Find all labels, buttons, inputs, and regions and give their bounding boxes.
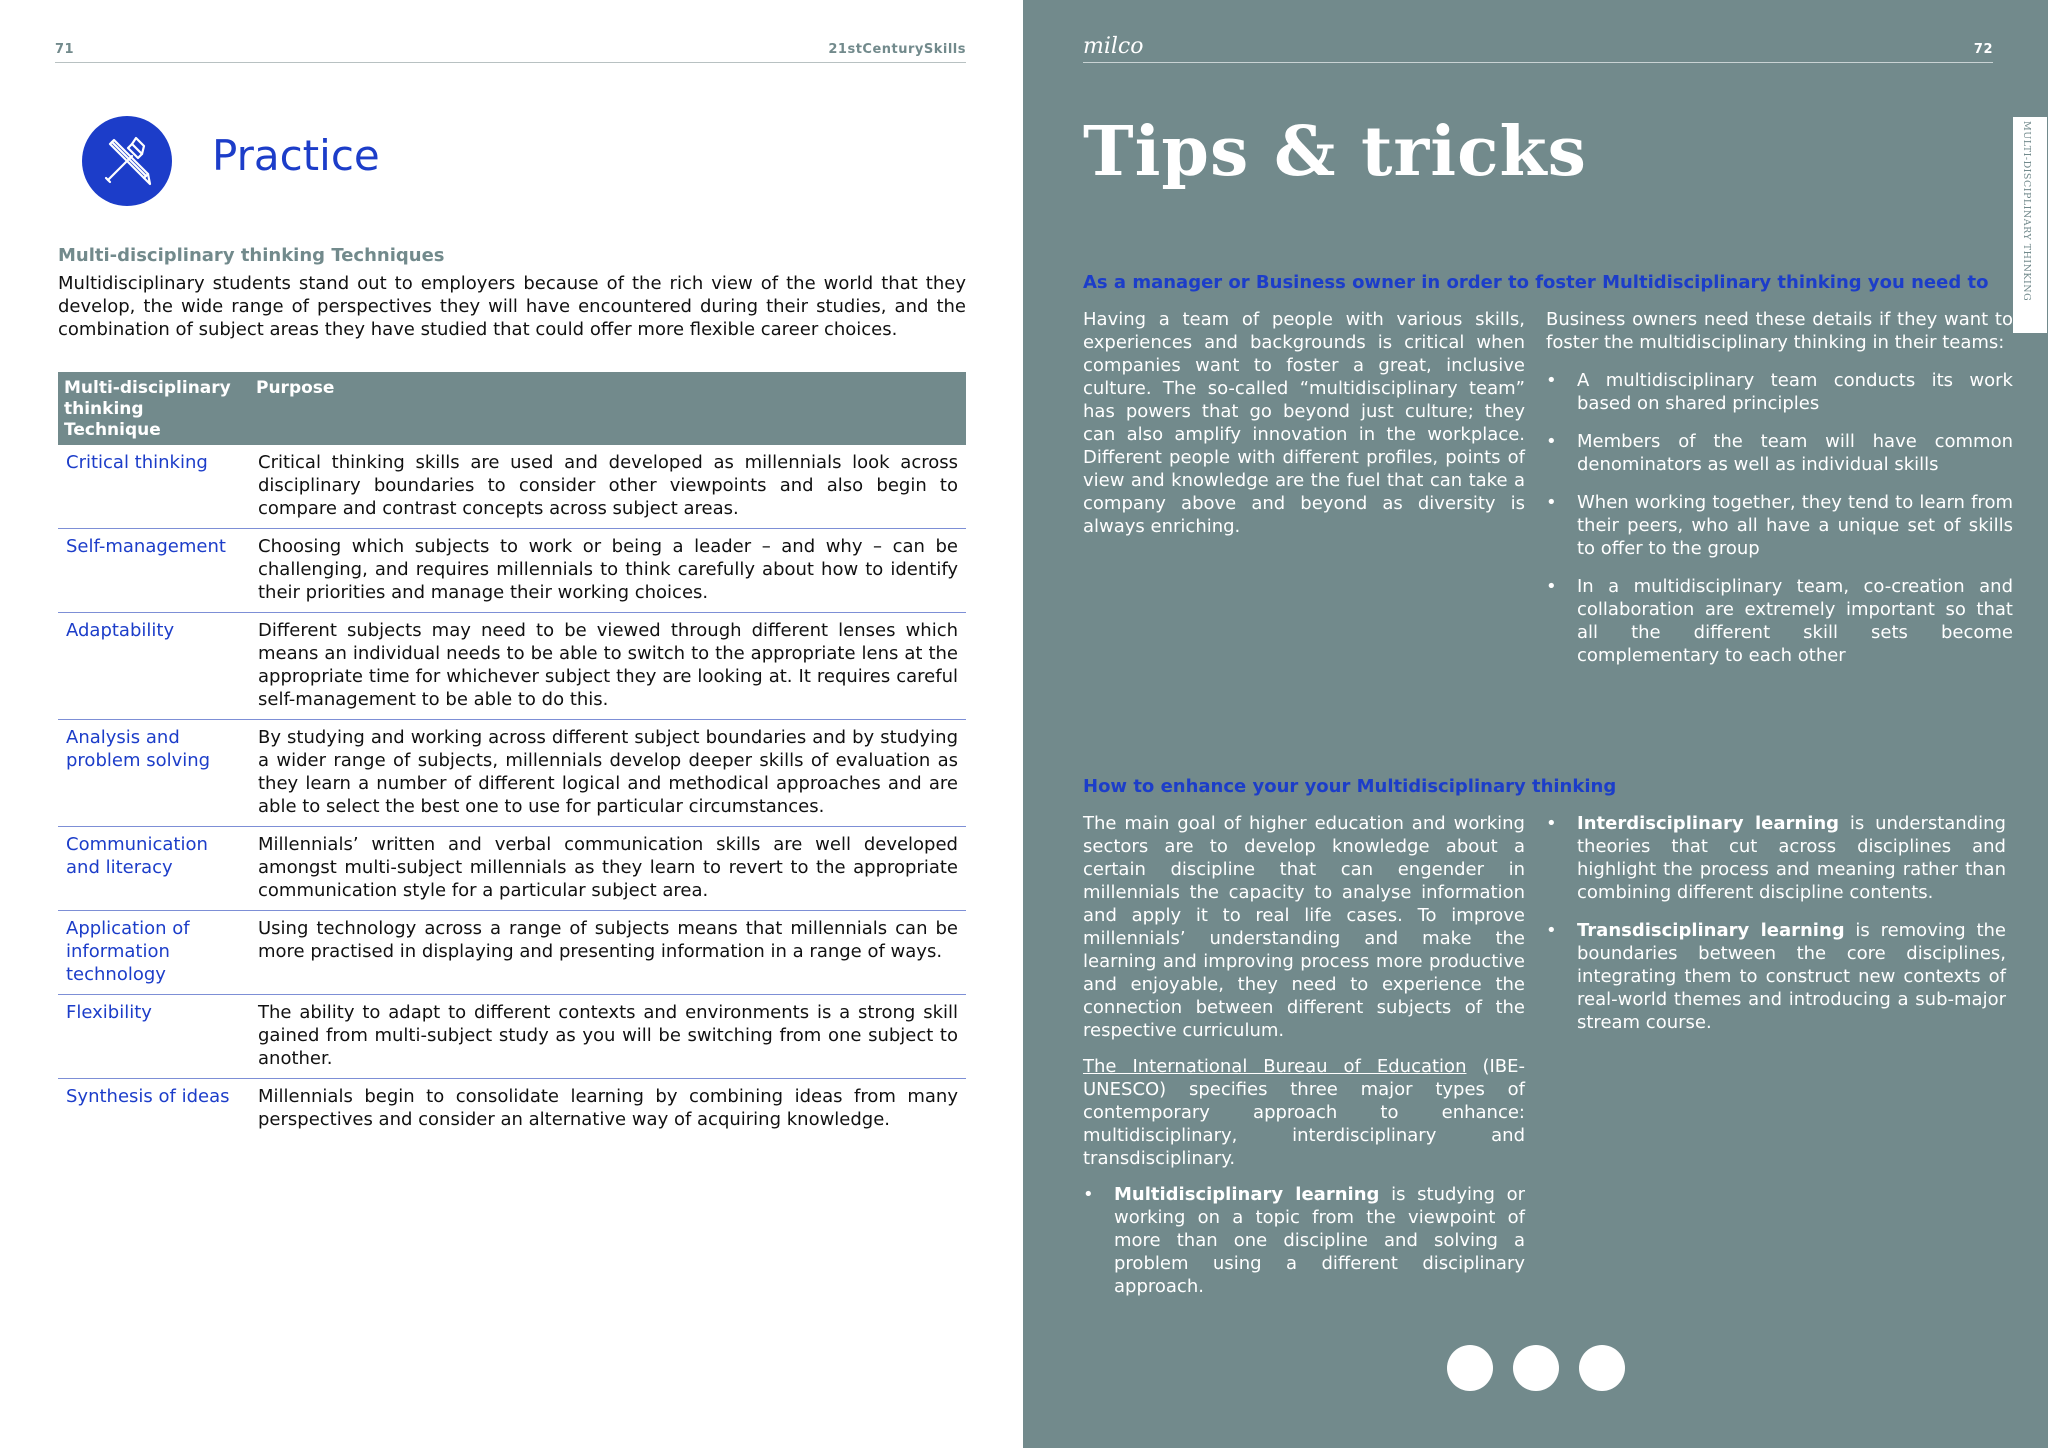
page-number-left: 71 [55,42,75,57]
table-row [58,827,966,911]
right-page [1023,0,2048,1448]
technique-name: Communication and literacy [58,827,250,911]
logo-text: milco [1083,34,1144,59]
intro-paragraph: Multidisciplinary students stand out to employers because of the rich view of the world that they develop, the wide range of perspectives they will have encountered during their studies, and the combination of subject areas they have studied that could offer more flexible career choices. [58,273,966,340]
manager-paragraph: Having a team of people with various skills, experiences and backgrounds is critical when companies want to foster a great, inclusive culture. The so-called “multidisciplinary team” has powers that go beyond just culture; they can also amplify innovation in the workplace. Different people with different profiles, points of view and knowledge are the fuel that can take a company above and beyond as diversity is always enriching. [1083,309,1525,537]
manager-left-column [1083,308,1525,551]
page-number-right: 72 [1973,42,1993,57]
ibe-link[interactable]: The International Bureau of Education [1083,1056,1467,1077]
bullet-glyph: • [1546,492,1557,513]
technique-name: Self-management [58,529,250,613]
table-row [58,1079,966,1140]
technique-name: Synthesis of ideas [66,1086,230,1107]
table-header-purpose: Purpose [250,372,966,445]
header-rule [55,62,966,63]
list-item: • Multidisciplinary learning is studying or working on a topic from the viewpoint of more than one discipline and solving a problem using a different disciplinary approach. [1083,1184,1525,1297]
enhance-paragraph: The main goal of higher education and working sectors are to develop knowledge about a certain discipline that can engender in millennials the capacity to analyse information and apply it to real life cases. To improve millennials’ understanding and make the learning and improving process more productive and enjoyable, they need to experience the connection between different subjects of the respective curriculum. [1083,813,1525,1041]
table-header-technique: Multi-disciplinary thinking Technique [58,372,250,445]
list-item: • Transdisciplinary learning is removing the boundaries between the core disciplines, integrating them to construct new contexts of real-world themes and introducing a sub-major stream course. [1546,920,2006,1033]
nav-dot-3[interactable] [1579,1345,1625,1391]
list-item: • In a multidisciplinary team, co-creation and collaboration are extremely important so that all the different skill sets become complementary to each other [1546,576,2013,666]
bullet-glyph: • [1546,920,1557,941]
bullet-glyph: • [1546,813,1557,834]
list-item: • When working together, they tend to learn from their peers, who all have a unique set of skills to offer to the group [1546,492,2013,559]
enhance-right-column [1546,812,2006,1049]
series-label: 21stCenturySkills [828,42,966,57]
section-side-tab [2013,117,2047,333]
table-row [58,911,966,995]
page-title: Tips & tricks [1083,112,1587,192]
technique-name: Critical thinking [58,445,250,529]
section-heading-enhance: How to enhance your your Multidisciplinary thinking [1083,776,1617,797]
enhance-left-list [1083,1183,1525,1298]
manager-bullet-list [1546,369,2013,667]
table-row [58,995,966,1079]
technique-purpose: Different subjects may need to be viewed through different lenses which means an individual needs to be able to switch to the appropriate lens at the appropriate time for whichever subject they are looking at. It requires careful self-management to be able to do this. [250,613,966,720]
technique-purpose: Millennials’ written and verbal communication skills are well developed amongst multi-subject millennials as they learn to revert to the appropriate communication style for a particular subject area. [250,827,966,911]
table-row [58,613,966,720]
page-title: Practice [212,131,380,180]
left-page [0,0,1023,1448]
list-item: • Interdisciplinary learning is understanding theories that cut across disciplines and highlight the process and meaning rather than combining different discipline contents. [1546,813,2006,903]
enhance-right-list [1546,812,2006,1034]
bullet-glyph: • [1546,431,1557,452]
bullet-glyph: • [1546,370,1557,391]
header-rule [1083,62,1993,63]
list-item: • Members of the team will have common denominators as well as individual skills [1546,431,2013,475]
technique-name: Flexibility [58,995,250,1079]
bullet-glyph: • [1083,1184,1094,1205]
technique-purpose: Choosing which subjects to work or being a leader – and why – can be challenging, and requires millennials to think carefully about how to identify their priorities and manage their working choices. [250,529,966,613]
bullet-glyph: • [1546,576,1557,597]
section-subheading: Multi-disciplinary thinking Techniques [58,245,445,266]
technique-name: Adaptability [58,613,250,720]
hammer-and-pencil-icon [82,116,172,206]
milco-logo [1083,34,1144,59]
table-row [58,720,966,827]
nav-dot-2[interactable] [1513,1345,1559,1391]
nav-dot-1[interactable] [1447,1345,1493,1391]
technique-purpose: Critical thinking skills are used and developed as millennials look across disciplinary boundaries to consider other viewpoints and also begin to compare and contrast concepts across subject areas. [250,445,966,529]
table-row [58,445,966,529]
section-heading-manager: As a manager or Business owner in order to foster Multidisciplinary thinking you need to [1083,272,1989,293]
technique-name: Analysis and problem solving [58,720,250,827]
manager-right-intro: Business owners need these details if they want to foster the multidisciplinary thinking in their teams: [1546,309,2013,353]
ibe-paragraph: The International Bureau of Education (IBE-UNESCO) specifies three major types of contemporary approach to enhance: multidisciplinary, interdisciplinary and transdisciplinary. [1083,1056,1526,1169]
list-item: • A multidisciplinary team conducts its work based on shared principles [1546,370,2013,414]
manager-right-column [1546,308,2013,682]
technique-purpose: Millennials begin to consolidate learning by combining ideas from many perspectives and consider an alternative way of acquiring knowledge. [258,1086,958,1130]
enhance-left-column [1083,812,1525,1313]
technique-name: Application of information technology [58,911,250,995]
table-row [58,529,966,613]
side-tab-label: MULTI-DISCIPLINARY THINKING [2021,121,2032,302]
technique-purpose: By studying and working across different subject boundaries and by studying a wider range of subjects, millennials develop deeper skills of evaluation as they learn a number of different logical and methodical approaches and are able to select the best one to use for particular circumstances. [250,720,966,827]
techniques-table [58,372,966,1139]
technique-purpose: The ability to adapt to different contexts and environments is a strong skill gained from multi-subject study as you will be switching from one subject to another. [250,995,966,1079]
technique-purpose: Using technology across a range of subjects means that millennials can be more practised in displaying and presenting information in a range of ways. [250,911,966,995]
